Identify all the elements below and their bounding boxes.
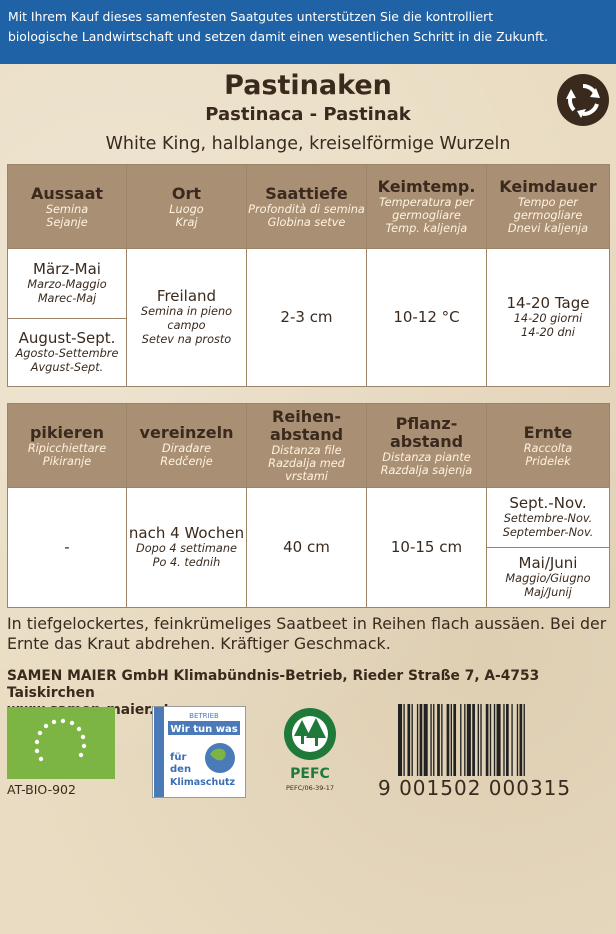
- banner-line-2: biologische Landwirtschaft und setzen damit einen wesentlichen Schritt in die Zukunft.: [8, 29, 548, 44]
- cell-vereinzeln: nach 4 Wochen Dopo 4 settimane Po 4. tednih: [127, 488, 247, 608]
- pefc-code: PEFC/06-39-17: [286, 784, 334, 792]
- klima-line-2: für: [170, 752, 187, 763]
- product-subtitle: Pastinaca - Pastinak: [205, 104, 411, 125]
- cell-ort: Freiland Semina in pieno campo Setev na prosto: [127, 249, 247, 387]
- header-saattiefe: Saattiefe Profondità di semina Globina setve: [247, 165, 367, 249]
- cell-reihenabstand: 40 cm: [247, 488, 367, 608]
- header-reihenabstand: Reihen-abstand Distanza file Razdalja med vrstami: [247, 404, 367, 488]
- cell-ernte-autumn: Sept.-Nov. Settembre-Nov. September-Nov.: [487, 488, 610, 548]
- variety-description: White King, halblange, kreiselförmige Wurzeln: [105, 134, 511, 154]
- klima-side-strip: [154, 707, 164, 797]
- barcode-number: 9 001502 000315: [378, 776, 572, 800]
- cell-keimtemp: 10-12 °C: [367, 249, 487, 387]
- pefc-label: PEFC: [290, 766, 330, 782]
- company-address: SAMEN MAIER GmbH Klimabündnis-Betrieb, Rieder Straße 7, A-4753 Taiskirchen: [7, 668, 540, 701]
- cell-pflanzabstand: 10-15 cm: [367, 488, 487, 608]
- banner-line-1: Mit Ihrem Kauf dieses samenfesten Saatgutes unterstützen Sie die kontrolliert: [8, 9, 494, 24]
- cell-aussaat-autumn: August-Sept. Agosto-Settembre Avgust-Sept.: [8, 319, 127, 387]
- klima-top-text: BETRIEB: [189, 712, 219, 720]
- header-ernte: Ernte Raccolta Pridelek: [487, 404, 610, 488]
- barcode-icon: [396, 704, 604, 776]
- klima-line-3: den: [170, 764, 192, 775]
- cell-ernte-spring: Mai/Juni Maggio/Giugno Maj/Junij: [487, 548, 610, 608]
- header-ort: Ort Luogo Kraj: [127, 165, 247, 249]
- cell-saattiefe: 2-3 cm: [247, 249, 367, 387]
- klima-slogan: Wir tun was: [170, 724, 238, 735]
- pefc-logo: [278, 706, 346, 792]
- klimabuendnis-logo: [152, 706, 246, 798]
- header-keimdauer: Keimdauer Tempo per germogliare Dnevi kaljenja: [487, 165, 610, 249]
- bio-banner: [0, 0, 616, 64]
- sowing-instructions: In tiefgelockertes, feinkrümeliges Saatbeet in Reihen flach aussäen. Bei der Ernte das Kraut abdrehen. Kräftiger Geschmack.: [7, 614, 607, 653]
- recycle-icon: [557, 74, 609, 126]
- cell-keimdauer: 14-20 Tage 14-20 giorni 14-20 dni: [487, 249, 610, 387]
- header-pikieren: pikieren Ripicchiettare Pikiranje: [8, 404, 127, 488]
- cell-pikieren: -: [8, 488, 127, 608]
- header-vereinzeln: vereinzeln Diradare Redčenje: [127, 404, 247, 488]
- eu-organic-leaf-icon: [7, 707, 115, 779]
- care-table: [7, 403, 610, 608]
- product-title: Pastinaken: [224, 70, 392, 101]
- sowing-table: [7, 164, 610, 387]
- klima-line-4: Klimaschutz: [170, 777, 236, 788]
- header-aussaat: Aussaat Semina Sejanje: [8, 165, 127, 249]
- header-keimtemp: Keimtemp. Temperatura per germogliare Temp. kaljenja: [367, 165, 487, 249]
- header-pflanzabstand: Pflanz-abstand Distanza piante Razdalja sajenja: [367, 404, 487, 488]
- bio-control-code: AT-BIO-902: [7, 782, 76, 797]
- cell-aussaat-spring: März-Mai Marzo-Maggio Marec-Maj: [8, 249, 127, 319]
